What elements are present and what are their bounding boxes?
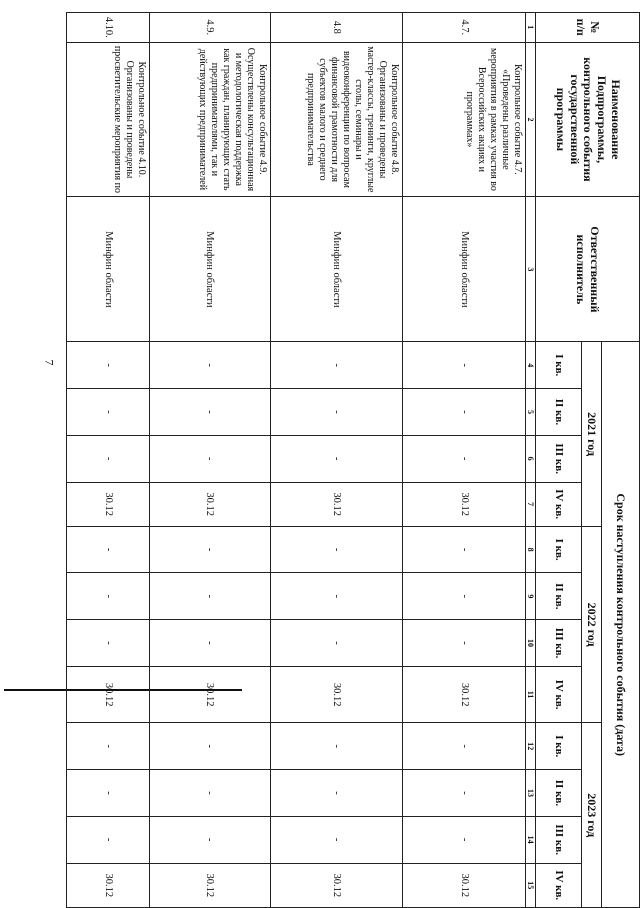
column-number: 3	[526, 197, 536, 342]
event-name: Контрольное событие 4.7. «Проведены различные мероприятия в рамках участия во Всероссийских акциях и программах»	[403, 42, 526, 197]
column-number: 2	[526, 42, 536, 197]
deadline-cell: -	[150, 620, 270, 667]
deadline-cell: 30.12	[403, 482, 526, 526]
page-number: 7	[42, 359, 57, 366]
header-year-2021: 2021 год	[582, 342, 602, 526]
event-name: Контрольное событие 4.10. Организованы и проведены просветительские мероприятия по	[67, 42, 150, 197]
deadline-cell: -	[67, 389, 150, 436]
row-number: 4.9.	[150, 13, 270, 43]
deadline-cell: -	[403, 723, 526, 770]
deadline-cell: -	[150, 526, 270, 573]
deadline-cell: 30.12	[67, 863, 150, 907]
header-quarter: III кв.	[536, 620, 582, 667]
deadline-cell: -	[403, 816, 526, 863]
header-quarter: IV кв.	[536, 863, 582, 907]
control-events-table	[66, 12, 640, 908]
deadline-cell: -	[67, 620, 150, 667]
deadline-cell: -	[67, 723, 150, 770]
column-number: 12	[526, 723, 536, 770]
deadline-cell: -	[150, 573, 270, 620]
column-number: 4	[526, 342, 536, 389]
header-quarter: I кв.	[536, 526, 582, 573]
column-number: 14	[526, 816, 536, 863]
header-quarter: III кв.	[536, 816, 582, 863]
deadline-cell: -	[150, 770, 270, 817]
table-row	[67, 13, 150, 908]
deadline-cell: 30.12	[150, 482, 270, 526]
deadline-cell: -	[270, 389, 403, 436]
column-number: 9	[526, 573, 536, 620]
row-number: 4.8	[270, 13, 403, 43]
deadline-cell: 30.12	[67, 666, 150, 723]
deadline-cell: 30.12	[270, 666, 403, 723]
header-quarter: II кв.	[536, 770, 582, 817]
rotated-table-frame	[66, 12, 640, 908]
deadline-cell: -	[67, 342, 150, 389]
deadline-cell: -	[403, 620, 526, 667]
deadline-cell: -	[403, 389, 526, 436]
deadline-cell: -	[150, 389, 270, 436]
deadline-cell: -	[150, 816, 270, 863]
event-name: Контрольное событие 4.8. Организованы и проведены мастер-классы, тренинги, круглые столы, семинары и видеоконференции по вопросам финансовой грамотности для субъектов малого и среднего предпринимательства	[270, 42, 403, 197]
header-quarter: I кв.	[536, 723, 582, 770]
deadline-cell: 30.12	[150, 863, 270, 907]
deadline-cell: -	[270, 526, 403, 573]
deadline-cell: -	[270, 770, 403, 817]
header-num: № п/п	[536, 13, 640, 43]
deadline-cell: -	[270, 723, 403, 770]
deadline-cell: -	[403, 573, 526, 620]
rotated-table-container	[66, 12, 640, 908]
deadline-cell: -	[67, 573, 150, 620]
header-quarter: II кв.	[536, 389, 582, 436]
deadline-cell: -	[270, 620, 403, 667]
header-quarter: IV кв.	[536, 482, 582, 526]
event-name: Контрольное событие 4.9. Осуществлены консультационная и методологическая поддержка как граждан, планирующих стать предпринимателями, так и действующих предпринимателей	[150, 42, 270, 197]
deadline-cell: 30.12	[270, 482, 403, 526]
executor: Минфин области	[67, 197, 150, 342]
deadline-cell: -	[67, 816, 150, 863]
column-number-row	[526, 13, 536, 908]
header-year-2023: 2023 год	[582, 723, 602, 908]
deadline-cell: -	[270, 342, 403, 389]
deadline-cell: -	[403, 342, 526, 389]
header-name: Наименование Подпрограммы, контрольного события государственной программы	[536, 42, 640, 197]
table-row	[403, 13, 526, 908]
deadline-cell: 30.12	[150, 666, 270, 723]
header-deadline: Срок наступления контрольного события (дата)	[602, 342, 640, 908]
column-number: 8	[526, 526, 536, 573]
deadline-cell: -	[403, 526, 526, 573]
header-executor: Ответственный исполнитель	[536, 197, 640, 342]
deadline-cell: 30.12	[270, 863, 403, 907]
deadline-cell: -	[270, 816, 403, 863]
header-quarter: I кв.	[536, 342, 582, 389]
column-number: 6	[526, 435, 536, 482]
executor: Минфин области	[403, 197, 526, 342]
column-number: 5	[526, 389, 536, 436]
deadline-cell: -	[67, 435, 150, 482]
column-number: 15	[526, 863, 536, 907]
deadline-cell: -	[403, 770, 526, 817]
header-quarter: II кв.	[536, 573, 582, 620]
table-row	[150, 13, 270, 908]
deadline-cell: -	[67, 526, 150, 573]
executor: Минфин области	[150, 197, 270, 342]
row-number: 4.7.	[403, 13, 526, 43]
deadline-cell: 30.12	[403, 666, 526, 723]
column-number: 11	[526, 666, 536, 723]
deadline-cell: 30.12	[67, 482, 150, 526]
executor: Минфин области	[270, 197, 403, 342]
deadline-cell: 30.12	[403, 863, 526, 907]
header-year-2022: 2022 год	[582, 526, 602, 723]
deadline-cell: -	[150, 723, 270, 770]
column-number: 10	[526, 620, 536, 667]
table-row	[270, 13, 403, 908]
column-number: 1	[526, 13, 536, 43]
column-number: 7	[526, 482, 536, 526]
deadline-cell: -	[150, 435, 270, 482]
deadline-cell: -	[403, 435, 526, 482]
deadline-cell: -	[67, 770, 150, 817]
row-number: 4.10.	[67, 13, 150, 43]
deadline-cell: -	[270, 435, 403, 482]
column-number: 13	[526, 770, 536, 817]
header-quarter: III кв.	[536, 435, 582, 482]
header-quarter: IV кв.	[536, 666, 582, 723]
deadline-cell: -	[270, 573, 403, 620]
deadline-cell: -	[150, 342, 270, 389]
